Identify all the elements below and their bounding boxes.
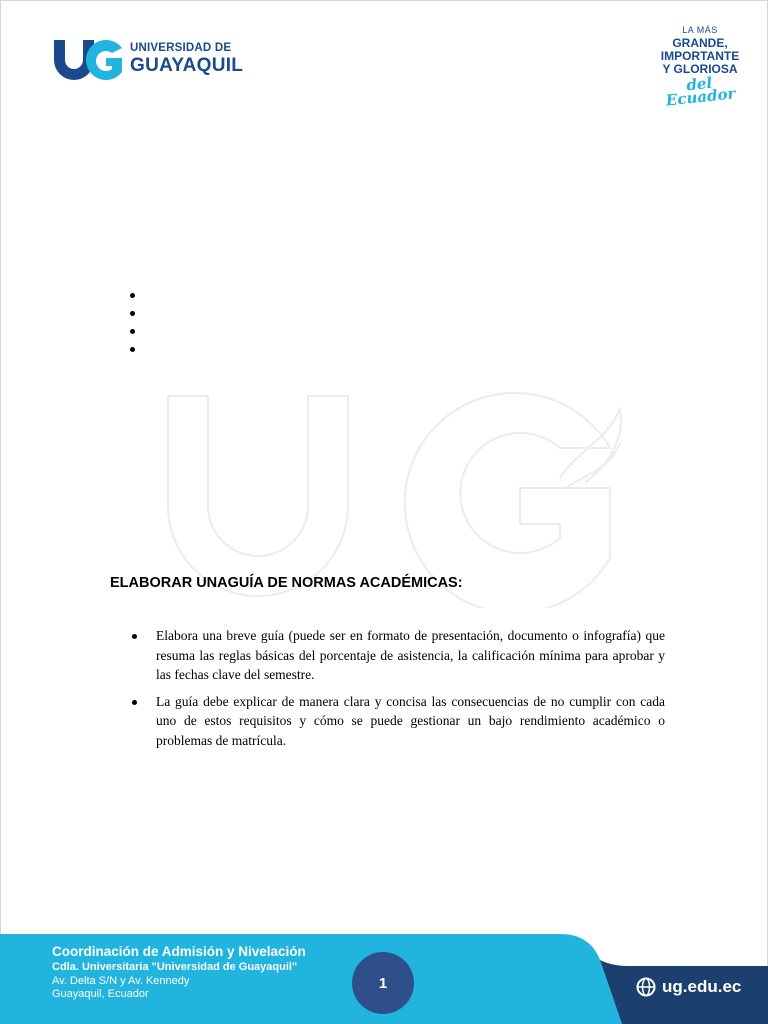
globe-icon: [636, 977, 656, 997]
bullet-icon: [132, 634, 137, 639]
slogan-script: del Ecuador: [665, 73, 737, 110]
footer-address-line: Cdla. Universitaria "Universidad de Guayaquil": [52, 961, 298, 973]
footer-address-line: Av. Delta S/N y Av. Kennedy: [52, 975, 190, 987]
page-number: 1: [352, 952, 414, 1014]
task-text: La guía debe explicar de manera clara y concisa las consecuencias de no cumplir con cada uno de estos requisitos y cómo se puede gestionar un bajo rendimiento académico o problemas de matrícula.: [156, 693, 665, 748]
task-list: [130, 626, 665, 757]
slogan: [652, 24, 748, 110]
website-text[interactable]: ug.edu.ec: [662, 977, 742, 996]
ug-logo-mark-icon: [52, 38, 124, 80]
footer: [0, 930, 768, 1024]
university-logo: [52, 38, 252, 82]
task-text: Elabora una breve guía (puede ser en formato de presentación, documento o infografía) que resuma las reglas básicas del porcentaje de asistencia, la calificación mínima para aprobar y las fechas clave del semestre.: [156, 628, 665, 682]
slogan-line2: GRANDE,: [672, 36, 728, 50]
list-item: [130, 626, 665, 685]
section-heading: ELABORAR UNAGUÍA DE NORMAS ACADÉMICAS:: [110, 575, 463, 591]
footer-address-line: Guayaquil, Ecuador: [52, 988, 149, 1000]
bullet-icon: [132, 700, 137, 705]
list-item: [130, 692, 665, 751]
slogan-line3: IMPORTANTE: [660, 49, 740, 63]
website-link[interactable]: [636, 977, 741, 997]
slogan-line4: Y GLORIOSA: [662, 62, 738, 76]
logo-text-top: UNIVERSIDAD DE: [130, 42, 232, 54]
footer-title: Coordinación de Admisión y Nivelación: [52, 944, 306, 959]
slogan-line1: LA MÁS: [682, 25, 718, 35]
logo-text-bottom: GUAYAQUIL: [130, 55, 244, 76]
